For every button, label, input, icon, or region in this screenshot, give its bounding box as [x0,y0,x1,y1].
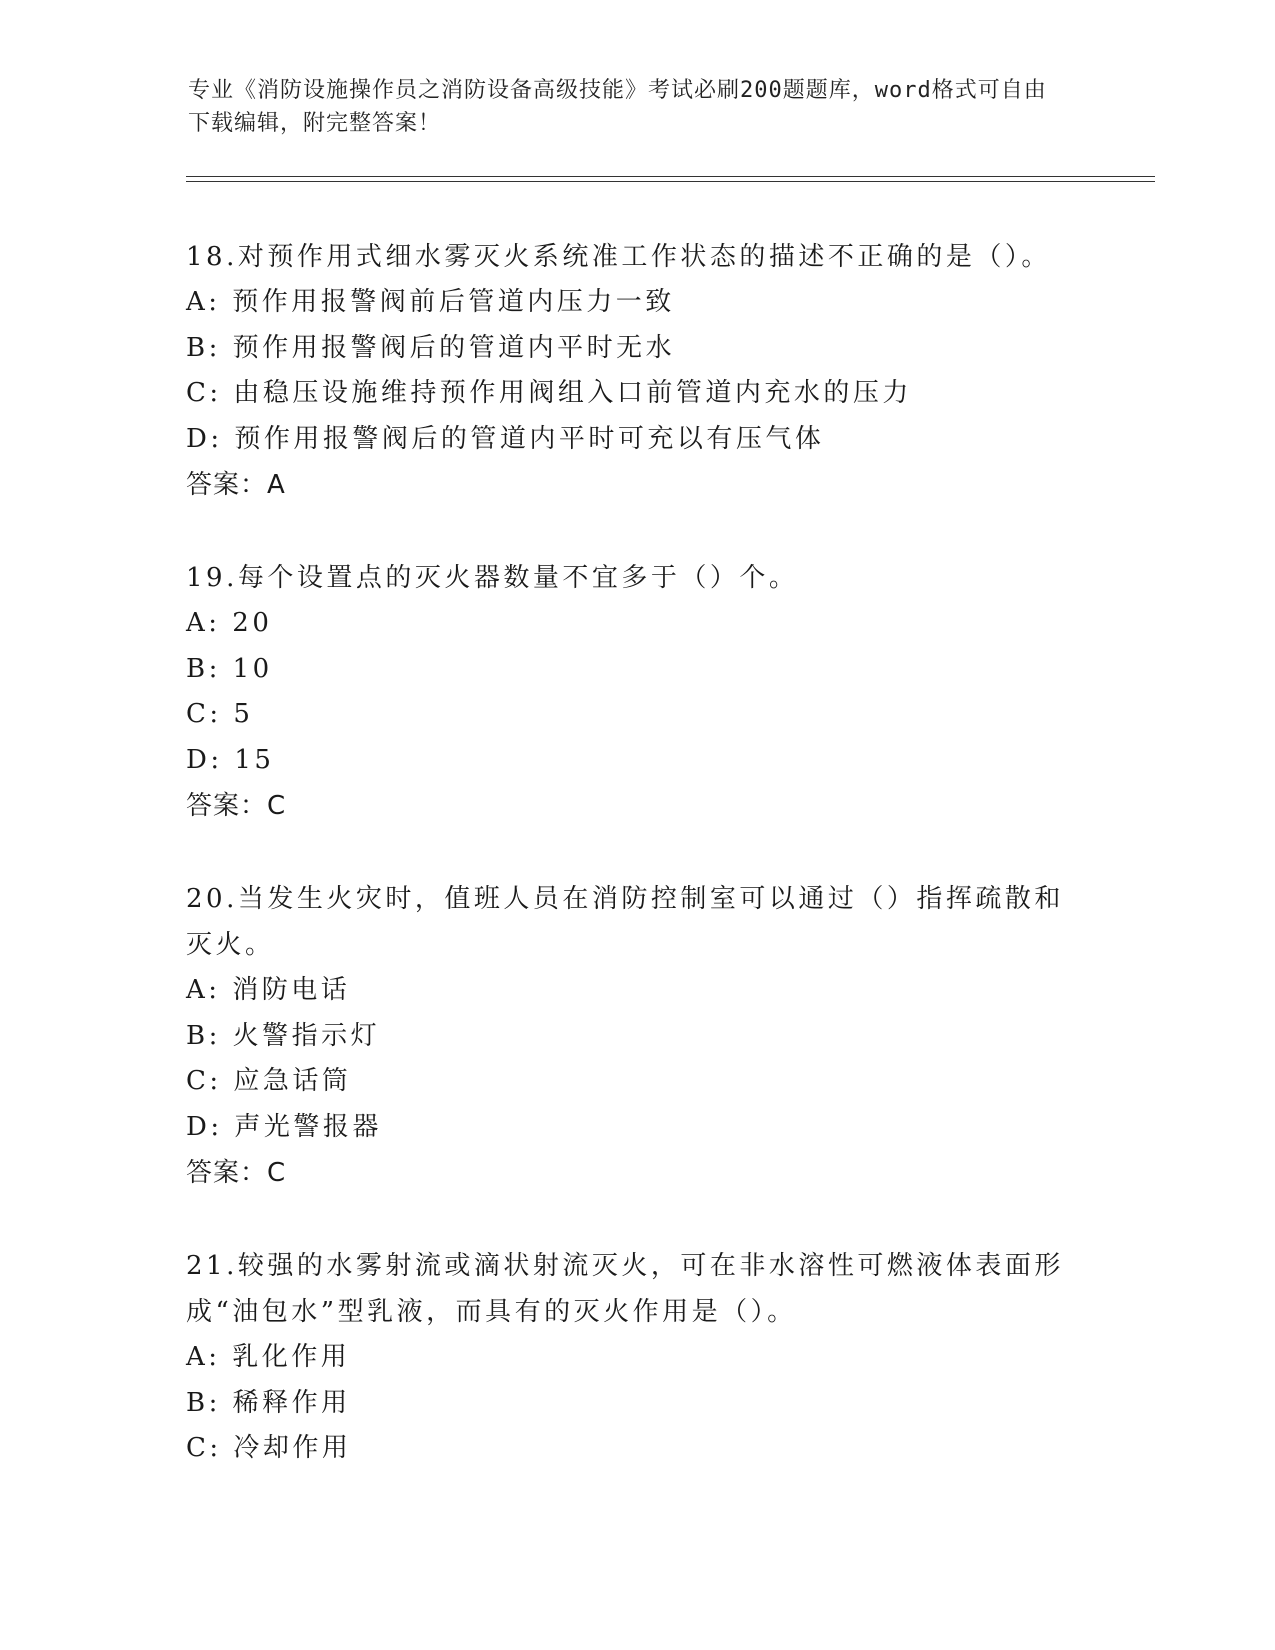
document-header: 专业《消防设施操作员之消防设备高级技能》考试必刷200题题库，word格式可自由下载编辑，附完整答案！ [188,78,1047,136]
option-a: A: 预作用报警阀前后管道内压力一致 [186,287,675,317]
option-a: A: 消防电话 [186,975,351,1005]
question-20 [186,876,1076,1196]
option-d: D: 声光警报器 [186,1111,382,1142]
option-c: C: 由稳压设施维持预作用阀组入口前管道内充水的压力 [186,378,912,408]
option-b: B: 预作用报警阀后的管道内平时无水 [186,332,676,363]
option-a: A: 20 [186,608,273,638]
option-a: A: 乳化作用 [186,1342,351,1372]
question-21 [186,1243,1076,1472]
header-divider-top [186,176,1155,177]
option-c: C: 5 [186,699,254,729]
question-stem: 19.每个设置点的灭火器数量不宜多于（）个。 [186,563,799,593]
question-stem: 18.对预作用式细水雾灭火系统准工作状态的描述不正确的是（）。 [186,242,1051,272]
answer-line: 答案：A [186,470,286,500]
question-18 [186,234,1076,508]
question-stem: 21.较强的水雾射流或滴状射流灭火，可在非水溶性可燃液体表面形成“油包水”型乳液，而具有的灭火作用是（）。 [186,1251,1064,1327]
header-divider-bottom [186,181,1155,182]
answer-line: 答案：C [186,791,287,821]
option-b: B: 火警指示灯 [186,1020,381,1051]
question-stem: 20.当发生火灾时，值班人员在消防控制室可以通过（）指挥疏散和灭火。 [186,884,1064,960]
option-b: B: 稀释作用 [186,1387,351,1418]
option-c: C: 应急话筒 [186,1066,352,1096]
option-c: C: 冷却作用 [186,1433,352,1463]
question-list [186,234,1076,1519]
option-d: D: 15 [186,744,275,775]
option-d: D: 预作用报警阀后的管道内平时可充以有压气体 [186,423,825,454]
answer-line: 答案：C [186,1158,287,1188]
question-19 [186,555,1076,829]
option-b: B: 10 [186,653,273,684]
